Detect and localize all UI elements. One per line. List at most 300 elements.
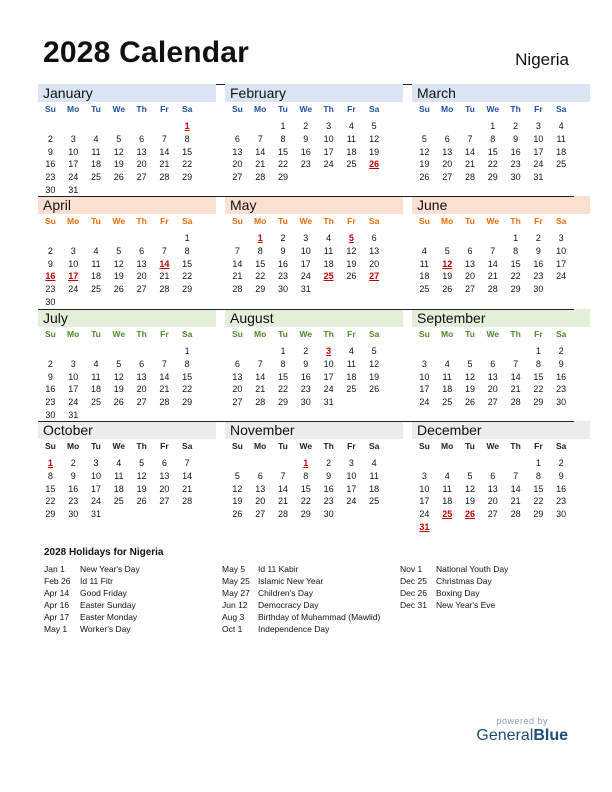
day-cell: 8 [535,470,541,481]
empty-cell [413,120,436,133]
weekday-header [38,214,216,229]
day-cell: 2 [47,245,53,256]
day-cell: 21 [159,384,170,395]
weekday-label: Tu [278,441,288,451]
weekday-header [412,102,590,117]
day-cell: 13 [136,146,147,157]
day-cell: 29 [45,509,56,520]
day-cell: 29 [487,172,498,183]
day-cell: 30 [323,509,334,520]
day-cell: 13 [136,371,147,382]
holiday-day: 31 [419,521,430,532]
empty-cell [413,232,436,245]
day-cell: 16 [556,371,567,382]
weekday-label: We [112,329,126,339]
holiday-date: May 1 [44,624,68,634]
day-cell: 16 [277,258,288,269]
weekday-label: Su [231,216,243,226]
day-cell: 22 [182,384,193,395]
weekday-label: Sa [555,329,567,339]
day-cell: 1 [490,121,496,131]
day-cell: 14 [487,258,498,269]
day-cell: 30 [45,296,56,307]
day-cell: 4 [348,346,354,356]
day-cell: 1 [280,346,286,356]
day-cell: 22 [277,159,288,170]
day-cell: 24 [346,496,357,507]
day-cell: 23 [68,496,79,507]
day-grid [38,120,216,197]
empty-cell [249,457,272,470]
day-cell: 17 [300,258,311,269]
day-cell: 9 [303,358,309,369]
day-cell: 17 [323,371,334,382]
weekday-label: Th [136,104,147,114]
day-cell: 30 [277,284,288,295]
day-cell: 10 [346,470,357,481]
day-cell: 8 [47,470,53,481]
day-grid [225,457,403,521]
weekday-header [225,102,403,117]
day-cell: 7 [161,133,167,144]
day-cell: 7 [513,358,519,369]
day-cell: 23 [300,384,311,395]
day-cell: 3 [348,458,354,468]
day-cell: 11 [556,133,566,144]
day-cell: 16 [300,146,311,157]
day-cell: 10 [556,245,567,256]
empty-cell [436,120,459,133]
day-cell: 18 [442,496,453,507]
day-cell: 18 [113,483,124,494]
day-cell: 18 [346,371,357,382]
day-cell: 18 [556,146,567,157]
day-cell: 17 [346,483,357,494]
holiday-day: 3 [326,346,332,356]
day-cell: 13 [369,245,380,256]
day-cell: 7 [234,245,240,256]
day-cell: 11 [114,470,124,481]
day-cell: 5 [467,470,473,481]
day-cell: 16 [323,483,334,494]
day-cell: 31 [323,397,334,408]
day-cell: 29 [255,284,266,295]
day-cell: 24 [323,384,334,395]
day-cell: 10 [90,470,101,481]
day-cell: 6 [467,245,473,256]
day-cell: 10 [300,245,311,256]
day-cell: 3 [421,358,427,369]
day-grid [225,345,403,409]
weekday-label: Mo [67,104,80,114]
day-cell: 14 [159,371,170,382]
day-cell: 6 [234,358,240,369]
divider [38,196,574,197]
holiday-date: Dec 25 [400,576,427,586]
day-cell: 8 [184,245,190,256]
month-name: July [38,309,216,327]
holiday-column [400,563,508,611]
day-cell: 10 [68,258,79,269]
brand-logo [476,716,568,745]
month-name: January [38,84,216,102]
holiday-date: Apr 14 [44,588,70,598]
holiday-entry [222,575,380,587]
day-cell: 11 [91,371,101,382]
day-cell: 8 [535,358,541,369]
holiday-column [44,563,140,635]
day-cell: 2 [535,233,541,243]
weekday-label: Tu [91,104,101,114]
day-cell: 26 [113,284,124,295]
weekday-label: Fr [160,104,169,114]
holiday-day: 1 [257,233,263,243]
day-cell: 16 [510,146,521,157]
month-december [412,421,590,534]
day-cell: 4 [371,458,377,468]
day-cell: 5 [421,133,427,144]
day-cell: 27 [232,172,243,183]
weekday-label: Th [136,329,147,339]
day-cell: 9 [326,470,332,481]
day-cell: 21 [182,483,193,494]
holiday-date: Nov 1 [400,564,423,574]
holiday-entry [44,575,140,587]
day-cell: 14 [510,483,521,494]
day-cell: 15 [255,258,266,269]
day-cell: 10 [419,371,430,382]
day-cell: 15 [45,483,56,494]
weekday-label: Fr [160,329,169,339]
day-cell: 18 [323,258,334,269]
day-cell: 6 [371,233,377,243]
day-cell: 1 [535,458,541,468]
day-cell: 7 [161,358,167,369]
weekday-label: Fr [534,216,543,226]
weekday-label: We [299,441,313,451]
month-may [225,196,403,296]
day-cell: 24 [419,509,430,520]
month-name: December [412,421,590,439]
month-february [225,84,403,184]
day-cell: 21 [255,384,266,395]
day-cell: 21 [510,496,521,507]
holiday-day: 26 [369,159,380,170]
holiday-name: Easter Monday [80,612,138,622]
day-cell: 5 [371,346,377,356]
weekday-label: We [299,104,313,114]
day-cell: 29 [510,284,521,295]
day-cell: 27 [255,509,266,520]
weekday-label: Th [323,104,334,114]
day-cell: 14 [255,371,266,382]
day-cell: 23 [45,284,56,295]
holiday-entry [44,587,140,599]
day-cell: 15 [533,371,544,382]
holiday-entry [222,587,380,599]
day-cell: 6 [139,358,145,369]
holiday-day: 12 [442,258,453,269]
day-cell: 2 [326,458,332,468]
weekday-label: Fr [160,216,169,226]
day-cell: 13 [464,258,475,269]
day-cell: 24 [68,172,79,183]
day-cell: 4 [444,358,450,369]
empty-cell [62,232,85,245]
weekday-label: Fr [347,216,356,226]
day-cell: 2 [70,458,76,468]
day-grid [38,457,216,521]
day-cell: 11 [419,258,430,269]
day-cell: 29 [182,172,193,183]
day-cell: 7 [161,245,167,256]
weekday-label: Th [510,216,521,226]
day-cell: 11 [91,258,101,269]
month-september [412,309,590,409]
empty-cell [62,120,85,133]
day-cell: 15 [182,258,193,269]
weekday-header [225,214,403,229]
weekday-header [225,327,403,342]
day-cell: 10 [323,133,334,144]
day-grid [412,232,590,296]
day-cell: 5 [116,133,122,144]
day-cell: 29 [533,397,544,408]
day-cell: 26 [442,284,453,295]
day-cell: 5 [467,358,473,369]
empty-cell [153,232,176,245]
month-name: May [225,196,403,214]
month-august [225,309,403,409]
holiday-date: Apr 17 [44,612,70,622]
day-cell: 14 [464,146,475,157]
holiday-date: Aug 3 [222,612,245,622]
weekday-label: Th [323,441,334,451]
day-cell: 20 [136,271,147,282]
day-cell: 16 [68,483,79,494]
weekday-label: Fr [534,104,543,114]
day-cell: 23 [45,397,56,408]
day-cell: 31 [90,509,101,520]
empty-cell [107,120,130,133]
holiday-name: Christmas Day [436,576,492,586]
day-cell: 28 [159,172,170,183]
day-cell: 22 [533,496,544,507]
day-cell: 30 [45,184,56,195]
day-cell: 30 [45,409,56,420]
day-cell: 22 [182,271,193,282]
weekday-label: Sa [368,216,380,226]
empty-cell [85,345,108,358]
holiday-day: 1 [47,458,53,468]
holiday-entry [44,623,140,635]
day-cell: 28 [159,284,170,295]
month-july [38,309,216,422]
empty-cell [153,345,176,358]
day-cell: 18 [346,146,357,157]
weekday-label: Mo [67,216,80,226]
day-cell: 27 [232,397,243,408]
weekday-label: We [112,104,126,114]
day-cell: 23 [556,384,567,395]
day-cell: 17 [68,159,79,170]
day-cell: 31 [68,409,79,420]
holiday-day: 27 [369,271,380,282]
empty-cell [249,345,272,358]
day-cell: 30 [68,509,79,520]
day-cell: 9 [558,470,564,481]
day-cell: 22 [255,271,266,282]
day-cell: 24 [323,159,334,170]
weekday-label: Su [231,441,243,451]
day-cell: 22 [277,384,288,395]
holiday-name: Id 11 Fitr [80,576,113,586]
weekday-label: Sa [181,216,193,226]
day-cell: 12 [113,371,124,382]
day-cell: 15 [487,146,498,157]
day-cell: 26 [464,397,475,408]
day-cell: 12 [232,483,243,494]
holiday-name: Good Friday [80,588,127,598]
day-cell: 2 [280,233,286,243]
day-cell: 20 [232,384,243,395]
empty-cell [272,457,295,470]
holiday-name: New Year's Day [80,564,140,574]
weekday-header [412,327,590,342]
weekday-header [225,439,403,454]
day-cell: 13 [487,483,498,494]
day-cell: 18 [90,384,101,395]
weekday-label: Sa [368,441,380,451]
weekday-label: Su [44,329,56,339]
day-cell: 1 [280,121,286,131]
weekday-label: Su [44,104,56,114]
day-cell: 14 [255,146,266,157]
day-cell: 4 [348,121,354,131]
day-cell: 12 [464,483,475,494]
weekday-label: Mo [254,216,267,226]
empty-cell [459,345,482,358]
weekday-label: Mo [67,441,80,451]
day-cell: 14 [159,146,170,157]
holiday-name: Easter Sunday [80,600,136,610]
day-cell: 23 [45,172,56,183]
empty-cell [130,232,153,245]
holiday-entry [222,623,380,635]
day-cell: 4 [93,358,99,369]
day-cell: 26 [113,172,124,183]
day-cell: 8 [513,245,519,256]
day-cell: 9 [558,358,564,369]
holiday-entry [400,599,508,611]
day-cell: 15 [277,146,288,157]
weekday-label: Mo [441,104,454,114]
holiday-day: 1 [303,458,309,468]
day-cell: 1 [513,233,519,243]
day-cell: 20 [487,496,498,507]
day-cell: 3 [70,133,76,144]
day-cell: 22 [300,496,311,507]
holiday-date: Oct 1 [222,624,243,634]
day-cell: 24 [533,159,544,170]
day-cell: 19 [369,146,380,157]
weekday-label: Fr [160,441,169,451]
day-cell: 20 [159,483,170,494]
weekday-label: Mo [441,441,454,451]
day-cell: 26 [232,509,243,520]
day-cell: 6 [257,470,263,481]
day-cell: 21 [510,384,521,395]
day-cell: 17 [68,384,79,395]
day-cell: 17 [419,384,430,395]
day-cell: 4 [93,245,99,256]
day-cell: 3 [558,233,564,243]
day-cell: 23 [510,159,521,170]
empty-cell [39,345,62,358]
day-cell: 14 [510,371,521,382]
day-cell: 19 [136,483,147,494]
day-cell: 25 [419,284,430,295]
holiday-entry [400,575,508,587]
day-cell: 30 [533,284,544,295]
holiday-entry [400,563,508,575]
day-cell: 7 [184,458,190,468]
day-cell: 6 [139,133,145,144]
day-cell: 28 [510,397,521,408]
day-cell: 22 [510,271,521,282]
day-cell: 25 [369,496,380,507]
brand-name-blue: Blue [533,727,568,744]
day-cell: 4 [93,133,99,144]
day-cell: 4 [444,470,450,481]
holiday-date: Jan 1 [44,564,65,574]
day-cell: 16 [556,483,567,494]
day-cell: 5 [371,121,377,131]
day-cell: 11 [323,245,334,256]
day-cell: 28 [277,509,288,520]
empty-cell [226,120,249,133]
month-name: October [38,421,216,439]
day-cell: 27 [136,397,147,408]
day-cell: 11 [369,470,379,481]
day-grid [225,120,403,184]
day-cell: 12 [419,146,430,157]
day-grid [38,345,216,422]
weekday-label: Tu [91,441,101,451]
day-cell: 6 [234,133,240,144]
weekday-label: We [112,441,126,451]
day-cell: 21 [255,159,266,170]
day-cell: 5 [234,470,240,481]
day-cell: 9 [513,133,519,144]
day-cell: 31 [533,172,544,183]
day-cell: 5 [444,245,450,256]
weekday-label: Th [510,329,521,339]
day-cell: 8 [257,245,263,256]
day-cell: 15 [182,371,193,382]
day-cell: 9 [47,146,53,157]
weekday-label: Sa [555,216,567,226]
empty-cell [504,457,527,470]
day-cell: 2 [303,346,309,356]
day-cell: 3 [93,458,99,468]
weekday-label: Tu [278,104,288,114]
day-cell: 9 [535,245,541,256]
day-cell: 24 [556,271,567,282]
day-cell: 23 [300,159,311,170]
weekday-label: We [486,216,500,226]
weekday-label: Sa [181,104,193,114]
